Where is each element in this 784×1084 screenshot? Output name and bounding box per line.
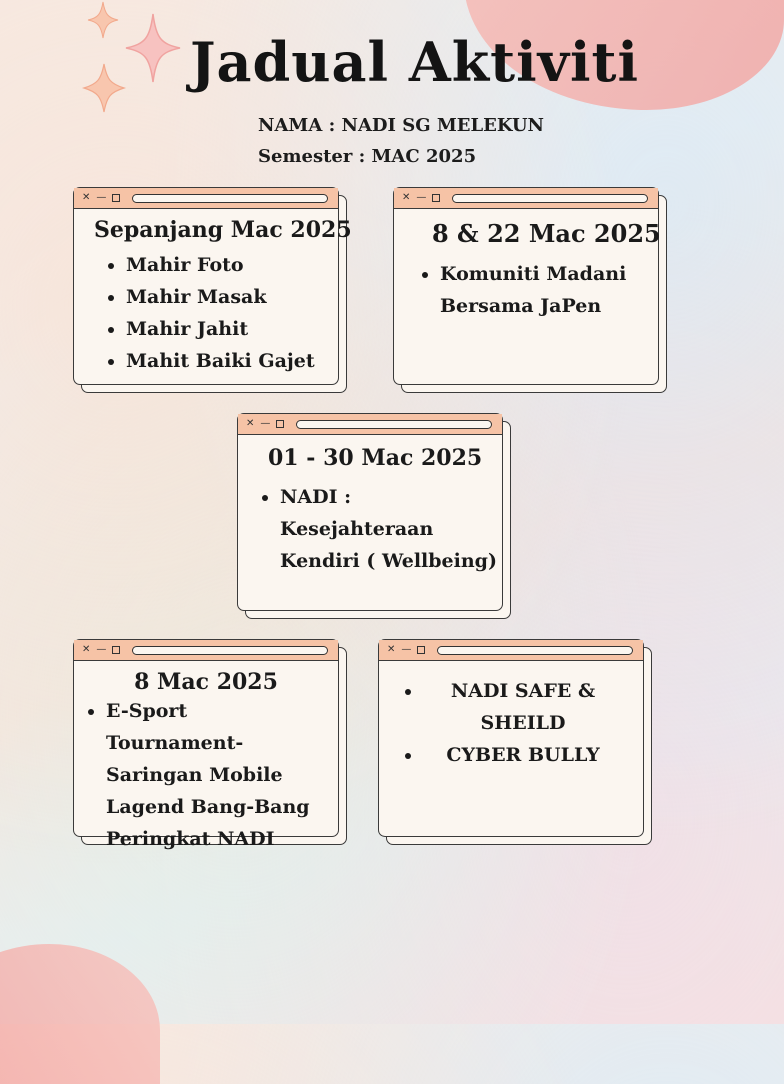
window-titlebar	[74, 640, 338, 661]
minimize-icon: —	[260, 418, 271, 429]
minimize-icon: —	[401, 644, 412, 655]
list-item: • Mahir Masak	[126, 281, 324, 313]
card-heading: 8 Mac 2025	[134, 669, 278, 695]
list-item: • E-Sport Tournament- Saringan Mobile Lagend Bang-Bang Peringkat NADI	[106, 695, 326, 855]
list-item: • Mahir Foto	[126, 249, 324, 281]
list-item: • CYBER BULLY	[423, 739, 623, 771]
list-item: • Mahir Jahit	[126, 313, 324, 345]
card-heading: Sepanjang Mac 2025	[94, 217, 352, 243]
minimize-icon: —	[96, 644, 107, 655]
list-item: • Komuniti Madani Bersama JaPen	[440, 258, 640, 322]
card-heading: 01 - 30 Mac 2025	[268, 445, 483, 471]
window-titlebar	[394, 188, 658, 209]
window-titlebar	[238, 414, 502, 435]
close-icon: ✕	[246, 418, 255, 429]
maximize-icon	[417, 646, 425, 654]
sparkle-icon	[124, 12, 182, 84]
nama-label: NAMA : NADI SG MELEKUN	[258, 115, 545, 136]
activity-card-sepanjang	[73, 187, 352, 385]
address-bar	[452, 194, 648, 203]
decorative-blob-bottom-left	[0, 944, 160, 1084]
activity-card-8-mac	[73, 639, 339, 850]
page-title: Jadual Aktiviti	[190, 30, 639, 94]
close-icon: ✕	[82, 644, 91, 655]
maximize-icon	[276, 420, 284, 428]
activity-card-8-22-mac	[393, 187, 659, 385]
close-icon: ✕	[387, 644, 396, 655]
address-bar	[296, 420, 492, 429]
list-item: • NADI : Kesejahteraan Kendiri ( Wellbeing)	[280, 481, 500, 577]
sparkle-icon	[86, 0, 120, 40]
close-icon: ✕	[402, 192, 411, 203]
minimize-icon: —	[416, 192, 427, 203]
maximize-icon	[432, 194, 440, 202]
activity-card-nadi-safe	[378, 639, 644, 837]
maximize-icon	[112, 194, 120, 202]
window-titlebar	[74, 188, 338, 209]
minimize-icon: —	[96, 192, 107, 203]
activity-card-01-30-mac	[237, 413, 503, 611]
address-bar	[437, 646, 633, 655]
semester-label: Semester : MAC 2025	[258, 146, 477, 167]
window-titlebar	[379, 640, 643, 661]
list-item: • Mahit Baiki Gajet	[126, 345, 324, 377]
maximize-icon	[112, 646, 120, 654]
sparkle-icon	[82, 62, 126, 114]
close-icon: ✕	[82, 192, 91, 203]
address-bar	[132, 646, 328, 655]
list-item: • NADI SAFE & SHEILD	[423, 675, 623, 739]
card-heading: 8 & 22 Mac 2025	[432, 219, 661, 248]
address-bar	[132, 194, 328, 203]
